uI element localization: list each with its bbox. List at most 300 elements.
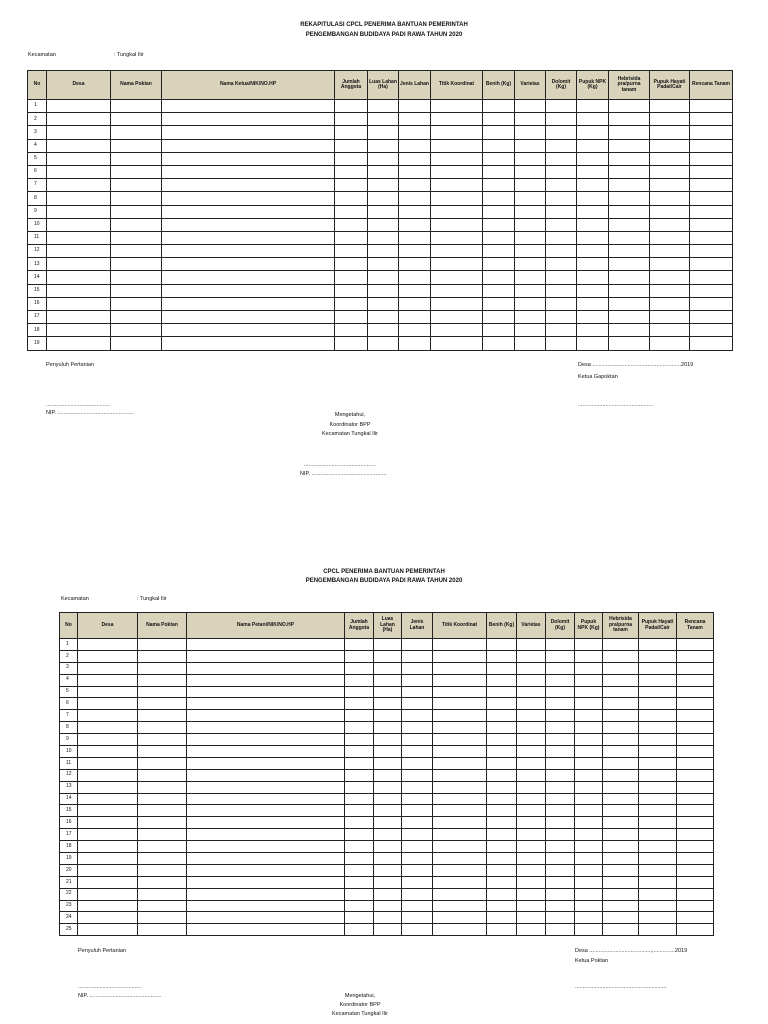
table-cell <box>138 662 187 674</box>
table-cell <box>690 165 733 178</box>
table-cell <box>483 205 515 218</box>
table-cell <box>609 152 650 165</box>
table-cell <box>487 853 517 865</box>
table-cell <box>374 746 402 758</box>
table-cell <box>335 258 368 271</box>
table-cell <box>399 231 431 244</box>
table-cell <box>483 139 515 152</box>
table-cell <box>368 126 399 139</box>
table-cell <box>402 698 433 710</box>
form1-sign-line-center: ............................................... <box>304 462 376 468</box>
table-cell <box>575 686 603 698</box>
form2-header-4: Jumlah Anggota <box>345 613 374 639</box>
table-cell <box>483 179 515 192</box>
table-cell <box>399 192 431 205</box>
form2-header-3: Nama Petani/NIK/NO.HP <box>187 613 345 639</box>
table-cell <box>431 205 483 218</box>
table-cell <box>402 888 433 900</box>
table-cell <box>138 912 187 924</box>
table-cell <box>546 245 577 258</box>
table-cell <box>577 139 609 152</box>
table-cell <box>374 793 402 805</box>
table-cell <box>368 297 399 310</box>
table-cell <box>111 126 162 139</box>
row-number: 8 <box>60 722 78 734</box>
row-number: 21 <box>60 876 78 888</box>
table-cell <box>111 231 162 244</box>
table-cell <box>47 165 111 178</box>
table-cell <box>368 179 399 192</box>
row-number: 13 <box>60 781 78 793</box>
table-cell <box>609 100 650 113</box>
table-cell <box>483 113 515 126</box>
form2-header-2: Nama Poktan <box>138 613 187 639</box>
row-number: 14 <box>60 793 78 805</box>
table-cell <box>577 165 609 178</box>
table-cell <box>402 734 433 746</box>
table-cell <box>546 757 575 769</box>
form1-header-4: Jumlah Anggota <box>335 71 368 100</box>
row-number: 10 <box>28 218 47 231</box>
table-cell <box>487 757 517 769</box>
row-number: 7 <box>28 179 47 192</box>
table-cell <box>517 924 546 936</box>
table-cell <box>517 912 546 924</box>
table-cell <box>546 900 575 912</box>
table-cell <box>515 231 546 244</box>
table-cell <box>650 205 690 218</box>
table-cell <box>111 271 162 284</box>
form1-nip-left: NIP. .................................................. <box>46 410 134 416</box>
table-cell <box>577 126 609 139</box>
table-cell <box>690 126 733 139</box>
table-cell <box>138 900 187 912</box>
row-number: 18 <box>60 841 78 853</box>
table-cell <box>399 205 431 218</box>
table-cell <box>677 734 714 746</box>
table-cell <box>138 888 187 900</box>
table-cell <box>609 126 650 139</box>
table-cell <box>374 769 402 781</box>
table-cell <box>431 231 483 244</box>
table-row <box>60 734 714 746</box>
table-cell <box>677 793 714 805</box>
table-cell <box>546 888 575 900</box>
table-cell <box>47 245 111 258</box>
table-cell <box>546 179 577 192</box>
table-cell <box>138 757 187 769</box>
table-cell <box>650 271 690 284</box>
table-row <box>60 900 714 912</box>
table-cell <box>47 337 111 350</box>
table-cell <box>47 218 111 231</box>
table-cell <box>690 337 733 350</box>
table-cell <box>690 205 733 218</box>
form1-desa-date: Desa ..........................................,...............2019 <box>578 362 694 368</box>
form2-header-6: Jenis Lahan <box>402 613 433 639</box>
table-cell <box>368 152 399 165</box>
table-cell <box>546 841 575 853</box>
table-cell <box>483 126 515 139</box>
table-cell <box>487 686 517 698</box>
table-cell <box>603 686 639 698</box>
table-cell <box>162 205 335 218</box>
row-number: 17 <box>28 311 47 324</box>
table-cell <box>433 829 487 841</box>
table-cell <box>374 734 402 746</box>
table-row <box>60 722 714 734</box>
table-cell <box>399 258 431 271</box>
form2-kecamatan-ttd: Kecamatan Tungkal Ilir <box>332 1011 388 1017</box>
table-cell <box>690 324 733 337</box>
table-cell <box>515 139 546 152</box>
table-cell <box>609 245 650 258</box>
table-cell <box>677 674 714 686</box>
row-number: 4 <box>60 674 78 686</box>
form1-kecamatan-value: : Tungkal Ilir <box>114 52 144 58</box>
table-cell <box>78 817 138 829</box>
table-cell <box>431 165 483 178</box>
row-number: 9 <box>28 205 47 218</box>
row-number: 12 <box>28 245 47 258</box>
table-cell <box>546 639 575 651</box>
table-cell <box>575 829 603 841</box>
form1-header-6: Jenis Lahan <box>399 71 431 100</box>
table-cell <box>609 258 650 271</box>
table-cell <box>162 165 335 178</box>
table-cell <box>345 769 374 781</box>
table-cell <box>603 841 639 853</box>
table-cell <box>515 165 546 178</box>
form2-header-9: Varietas <box>517 613 546 639</box>
table-cell <box>487 817 517 829</box>
table-cell <box>78 900 138 912</box>
table-cell <box>575 650 603 662</box>
table-cell <box>487 639 517 651</box>
table-cell <box>546 734 575 746</box>
table-cell <box>487 746 517 758</box>
table-cell <box>487 769 517 781</box>
row-number: 15 <box>28 284 47 297</box>
table-cell <box>162 284 335 297</box>
table-cell <box>78 924 138 936</box>
table-row <box>28 245 733 258</box>
row-number: 22 <box>60 888 78 900</box>
table-cell <box>431 218 483 231</box>
table-cell <box>402 876 433 888</box>
table-cell <box>335 100 368 113</box>
table-cell <box>47 297 111 310</box>
table-cell <box>335 231 368 244</box>
row-number: 4 <box>28 139 47 152</box>
table-cell <box>345 793 374 805</box>
table-cell <box>546 864 575 876</box>
row-number: 17 <box>60 829 78 841</box>
table-cell <box>111 152 162 165</box>
table-cell <box>677 686 714 698</box>
table-cell <box>345 639 374 651</box>
table-cell <box>603 734 639 746</box>
table-cell <box>677 769 714 781</box>
row-number: 5 <box>28 152 47 165</box>
table-cell <box>677 722 714 734</box>
table-cell <box>187 924 345 936</box>
table-cell <box>483 152 515 165</box>
row-number: 16 <box>60 817 78 829</box>
form2-title-line2: PENGEMBANGAN BUDIDAYA PADI RAWA TAHUN 2020 <box>305 578 463 584</box>
form2-koordinator: Koordinator BPP <box>339 1002 381 1008</box>
table-cell <box>639 757 677 769</box>
table-cell <box>345 674 374 686</box>
table-cell <box>433 698 487 710</box>
table-cell <box>639 769 677 781</box>
table-cell <box>650 231 690 244</box>
table-cell <box>575 781 603 793</box>
table-cell <box>402 650 433 662</box>
table-cell <box>639 853 677 865</box>
table-cell <box>399 297 431 310</box>
table-cell <box>402 769 433 781</box>
table-cell <box>517 734 546 746</box>
table-cell <box>650 324 690 337</box>
table-cell <box>690 179 733 192</box>
table-cell <box>690 258 733 271</box>
form1-kecamatan <box>28 52 228 60</box>
table-cell <box>546 662 575 674</box>
table-cell <box>138 876 187 888</box>
table-cell <box>603 746 639 758</box>
table-row <box>28 218 733 231</box>
table-cell <box>575 769 603 781</box>
table-cell <box>483 258 515 271</box>
table-cell <box>345 650 374 662</box>
form2-header-13: Pupuk Hayati Padat/Cair <box>639 613 677 639</box>
table-cell <box>431 100 483 113</box>
table-cell <box>546 165 577 178</box>
table-cell <box>639 710 677 722</box>
table-cell <box>546 113 577 126</box>
table-cell <box>47 205 111 218</box>
table-cell <box>603 900 639 912</box>
table-cell <box>187 698 345 710</box>
table-cell <box>335 165 368 178</box>
form2-header-11: Pupuk NPK (Kg) <box>575 613 603 639</box>
table-cell <box>433 674 487 686</box>
table-cell <box>433 912 487 924</box>
table-cell <box>162 100 335 113</box>
table-cell <box>515 218 546 231</box>
table-row <box>60 924 714 936</box>
table-row <box>60 805 714 817</box>
table-cell <box>603 924 639 936</box>
table-cell <box>433 817 487 829</box>
table-cell <box>335 245 368 258</box>
table-cell <box>690 113 733 126</box>
table-cell <box>374 829 402 841</box>
table-cell <box>187 793 345 805</box>
table-cell <box>517 853 546 865</box>
table-cell <box>517 662 546 674</box>
table-cell <box>433 805 487 817</box>
table-cell <box>639 793 677 805</box>
row-number: 3 <box>60 662 78 674</box>
table-cell <box>402 710 433 722</box>
table-cell <box>47 179 111 192</box>
table-row <box>28 192 733 205</box>
table-cell <box>111 165 162 178</box>
table-cell <box>433 864 487 876</box>
table-cell <box>433 841 487 853</box>
table-cell <box>577 297 609 310</box>
table-cell <box>47 324 111 337</box>
table-cell <box>677 746 714 758</box>
table-cell <box>402 817 433 829</box>
table-cell <box>402 841 433 853</box>
table-cell <box>487 829 517 841</box>
table-cell <box>603 769 639 781</box>
form1-penyuluh-label: Penyuluh Pertanian <box>46 362 95 368</box>
table-cell <box>162 231 335 244</box>
table-cell <box>690 152 733 165</box>
table-row <box>60 876 714 888</box>
table-cell <box>603 829 639 841</box>
table-cell <box>162 113 335 126</box>
table-cell <box>335 218 368 231</box>
table-cell <box>639 841 677 853</box>
table-cell <box>487 674 517 686</box>
table-cell <box>111 205 162 218</box>
table-cell <box>374 674 402 686</box>
table-cell <box>639 734 677 746</box>
form2-kecamatan <box>61 596 261 604</box>
table-cell <box>335 205 368 218</box>
table-cell <box>138 781 187 793</box>
table-cell <box>138 674 187 686</box>
row-number: 13 <box>28 258 47 271</box>
table-cell <box>374 781 402 793</box>
table-cell <box>187 805 345 817</box>
table-cell <box>402 746 433 758</box>
table-cell <box>609 231 650 244</box>
table-cell <box>399 139 431 152</box>
table-row <box>60 769 714 781</box>
table-cell <box>515 311 546 324</box>
table-cell <box>162 192 335 205</box>
table-cell <box>677 650 714 662</box>
table-row <box>60 912 714 924</box>
table-cell <box>575 817 603 829</box>
table-cell <box>546 817 575 829</box>
table-cell <box>431 139 483 152</box>
table-cell <box>402 864 433 876</box>
table-cell <box>603 805 639 817</box>
table-cell <box>517 710 546 722</box>
table-cell <box>162 271 335 284</box>
table-cell <box>546 192 577 205</box>
form2-header-8: Benih (Kg) <box>487 613 517 639</box>
table-cell <box>677 876 714 888</box>
table-cell <box>138 710 187 722</box>
table-cell <box>517 781 546 793</box>
table-cell <box>368 165 399 178</box>
table-cell <box>639 674 677 686</box>
table-cell <box>609 113 650 126</box>
form1-header-5: Luas Lahan (Ha) <box>368 71 399 100</box>
table-cell <box>546 152 577 165</box>
table-cell <box>111 113 162 126</box>
table-cell <box>575 793 603 805</box>
table-cell <box>187 841 345 853</box>
table-cell <box>546 324 577 337</box>
table-cell <box>690 311 733 324</box>
table-cell <box>368 139 399 152</box>
table-cell <box>368 113 399 126</box>
table-cell <box>487 876 517 888</box>
table-cell <box>368 337 399 350</box>
table-cell <box>487 734 517 746</box>
table-cell <box>335 297 368 310</box>
table-cell <box>575 639 603 651</box>
table-cell <box>575 888 603 900</box>
table-row <box>60 674 714 686</box>
table-cell <box>609 337 650 350</box>
table-cell <box>335 152 368 165</box>
table-cell <box>603 793 639 805</box>
row-number: 18 <box>28 324 47 337</box>
table-cell <box>515 192 546 205</box>
row-number: 2 <box>60 650 78 662</box>
table-cell <box>517 876 546 888</box>
table-cell <box>546 924 575 936</box>
row-number: 11 <box>28 231 47 244</box>
table-cell <box>690 245 733 258</box>
table-cell <box>47 258 111 271</box>
table-cell <box>138 650 187 662</box>
table-cell <box>487 864 517 876</box>
table-cell <box>677 924 714 936</box>
table-cell <box>577 258 609 271</box>
table-cell <box>690 218 733 231</box>
table-cell <box>517 686 546 698</box>
table-cell <box>546 297 577 310</box>
table-cell <box>111 245 162 258</box>
table-cell <box>609 139 650 152</box>
table-cell <box>399 324 431 337</box>
table-cell <box>650 258 690 271</box>
table-cell <box>603 698 639 710</box>
table-cell <box>433 662 487 674</box>
table-cell <box>517 639 546 651</box>
table-cell <box>345 805 374 817</box>
table-cell <box>575 853 603 865</box>
table-cell <box>47 126 111 139</box>
form1-header-3: Nama Ketua/NIK/NO.HP <box>162 71 335 100</box>
form2-header-14: Rencana Tanam <box>677 613 714 639</box>
row-number: 10 <box>60 746 78 758</box>
table-cell <box>677 888 714 900</box>
table-cell <box>47 271 111 284</box>
table-cell <box>187 769 345 781</box>
table-cell <box>677 757 714 769</box>
table-cell <box>162 337 335 350</box>
table-cell <box>78 853 138 865</box>
table-row <box>60 686 714 698</box>
row-number: 5 <box>60 686 78 698</box>
form1-header-0: No <box>28 71 47 100</box>
form2-title-line1: CPCL PENERIMA BANTUAN PEMERINTAH <box>323 569 445 575</box>
table-cell <box>575 734 603 746</box>
form1-ketua-label: Ketua Gapoktan <box>578 374 618 380</box>
